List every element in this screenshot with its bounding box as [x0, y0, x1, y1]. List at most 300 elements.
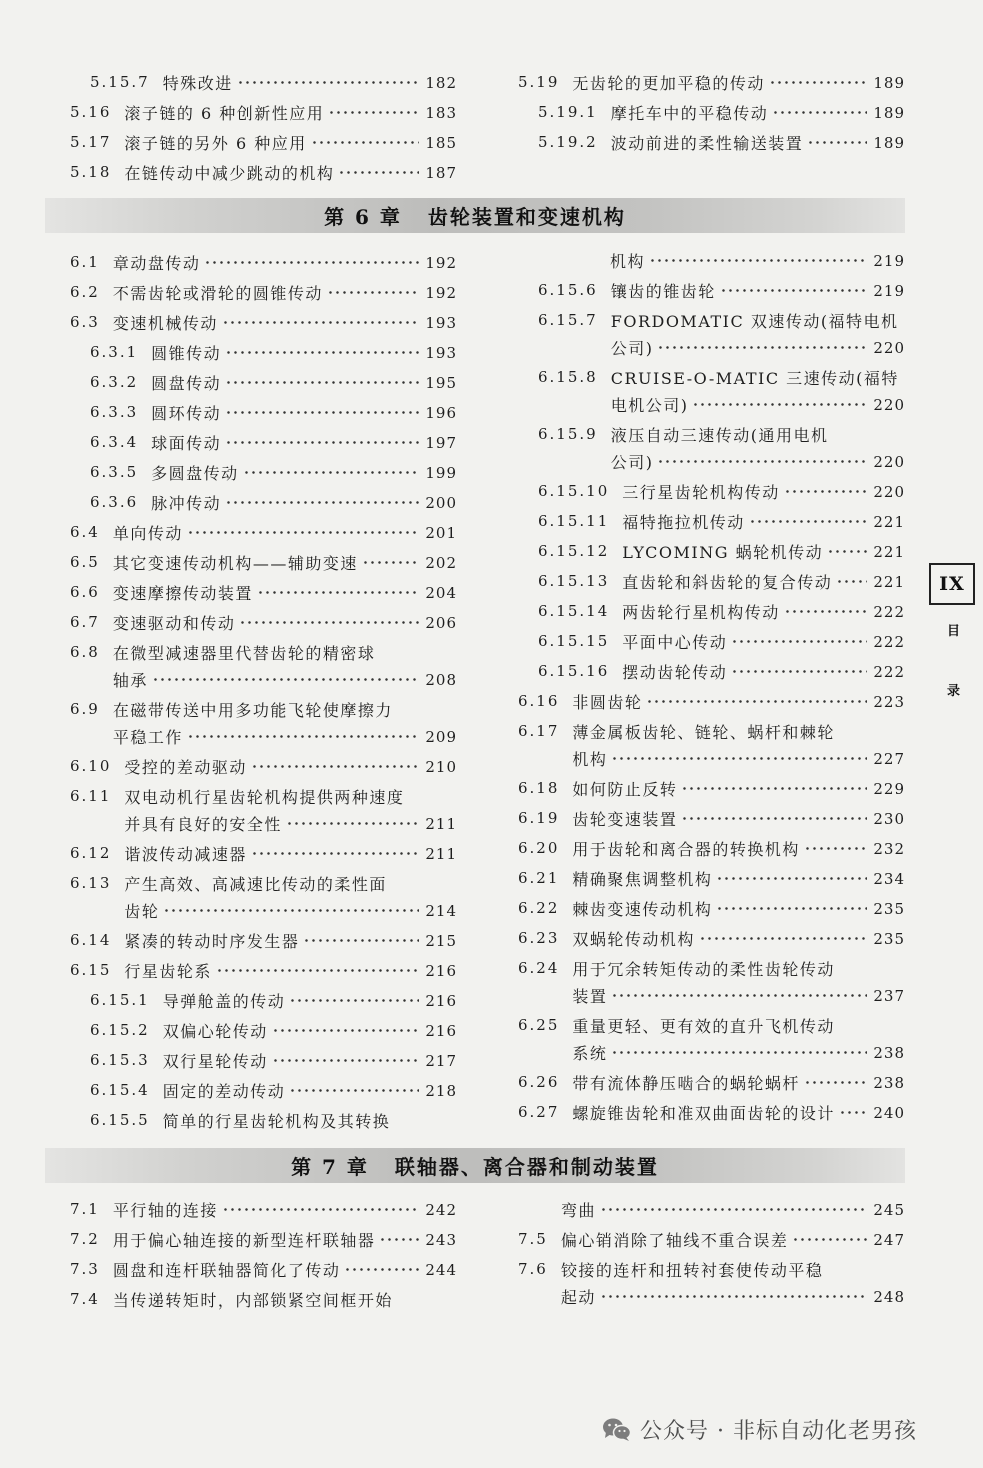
entry-number: 6.15.7	[538, 311, 598, 329]
page-number: 238	[873, 1043, 905, 1062]
entry-line	[622, 508, 905, 535]
entry-title: 单向传动	[112, 524, 183, 543]
entry-title: 两齿轮行星机构传动	[622, 603, 780, 622]
entry-line	[113, 279, 457, 306]
dot-leader	[225, 369, 419, 396]
toc-entry	[516, 568, 905, 598]
entry-line	[572, 835, 905, 862]
dot-leader	[251, 840, 419, 867]
entry-title: 公司)	[610, 453, 654, 472]
toc-entry	[68, 579, 457, 609]
entry-line	[622, 568, 905, 595]
entry-body	[124, 957, 457, 984]
page-number: 235	[873, 929, 905, 948]
entry-number: 6.2	[70, 283, 100, 301]
toc-entry	[516, 99, 905, 129]
entry-number: 6.10	[70, 757, 112, 775]
entry-body	[572, 835, 905, 862]
entry-body	[163, 987, 457, 1014]
entry-number: 6.15.3	[90, 1051, 150, 1069]
entry-number: 6.3.3	[90, 403, 139, 421]
entry-body	[113, 609, 457, 636]
entry-body	[113, 579, 457, 606]
entry-body	[113, 639, 457, 693]
entry-title: 产生高效、高减速比传动的柔性面	[124, 875, 387, 894]
entry-body	[124, 753, 457, 780]
entry-title: 双偏心轮传动	[162, 1022, 268, 1041]
entry-title: 镶齿的锥齿轮	[610, 282, 716, 301]
entry-number: 6.3.6	[90, 493, 139, 511]
entry-title: 在链传动中减少跳动的机构	[124, 164, 335, 183]
entry-body	[572, 718, 905, 772]
entry-body	[610, 247, 905, 274]
entry-line	[124, 897, 457, 924]
entry-number: 5.19.1	[538, 103, 598, 121]
entry-number: 6.15.5	[90, 1111, 150, 1129]
entry-title: 球面传动	[151, 434, 222, 453]
entry-title: 电机公司)	[610, 396, 689, 415]
entry-line	[572, 925, 905, 952]
entry-title: 并具有良好的安全性	[124, 815, 282, 834]
entry-title: 无齿轮的更加平稳的传动	[572, 74, 765, 93]
entry-title: 受控的差动驱动	[124, 758, 247, 777]
page-number: 244	[425, 1260, 457, 1279]
page-roman-numeral: IX	[929, 563, 975, 605]
dot-leader	[272, 1017, 420, 1044]
dot-leader	[239, 609, 419, 636]
entry-line	[151, 489, 457, 516]
entry-title: 齿轮变速装置	[572, 810, 678, 829]
dot-leader	[839, 1099, 867, 1126]
toc-entry	[516, 658, 905, 688]
entry-title: 用于偏心轴连接的新型连杆联轴器	[112, 1231, 376, 1250]
entry-title: 固定的差动传动	[162, 1082, 286, 1101]
dot-leader	[243, 459, 420, 486]
page-number: 204	[425, 583, 457, 602]
entry-body	[622, 508, 905, 535]
entry-body	[113, 309, 457, 336]
entry-title: 摆动齿轮传动	[622, 663, 728, 682]
page-number: 187	[425, 163, 457, 182]
entry-number: 6.12	[70, 844, 112, 862]
dot-leader	[338, 159, 419, 186]
entry-line	[113, 309, 457, 336]
toc-entry	[516, 1012, 905, 1069]
entry-title: 棘齿变速传动机构	[572, 900, 713, 919]
page-number: 210	[425, 757, 457, 776]
toc-entry	[68, 639, 457, 696]
entry-number: 6.26	[518, 1073, 560, 1091]
entry-number: 6.3.5	[90, 463, 139, 481]
entry-line	[113, 1196, 457, 1223]
entry-line	[151, 369, 457, 396]
entry-line	[163, 1017, 457, 1044]
entry-body	[151, 339, 457, 366]
toc-entry	[516, 688, 905, 718]
page-number: 193	[425, 313, 457, 332]
toc-entry	[516, 925, 905, 955]
page-number: 232	[873, 839, 905, 858]
entry-line	[151, 429, 457, 456]
entry-number: 6.1	[70, 253, 100, 271]
entry-number: 6.3.2	[90, 373, 139, 391]
page-number: 220	[873, 395, 905, 414]
toc-column-left	[68, 1196, 457, 1316]
entry-number: 6.8	[70, 643, 100, 661]
entry-title: 液压自动三速传动(通用电机	[610, 426, 829, 445]
page-number: 217	[425, 1051, 457, 1070]
toc-entry	[516, 955, 905, 1012]
entry-title: 紧凑的转动时序发生器	[124, 932, 300, 951]
toc-entry	[68, 549, 457, 579]
page-number: 206	[425, 613, 457, 632]
toc-entry	[516, 895, 905, 925]
toc-entry	[516, 364, 905, 421]
page-number: 235	[873, 899, 905, 918]
toc-column-left	[68, 69, 457, 189]
entry-number: 6.9	[70, 700, 100, 718]
entry-number: 6.21	[518, 869, 560, 887]
entry-body	[572, 1012, 905, 1066]
toc-entry	[68, 1286, 457, 1316]
toc-entry	[516, 718, 905, 775]
entry-number: 6.15	[70, 961, 112, 979]
toc-entry	[516, 628, 905, 658]
entry-title: 变速机械传动	[112, 314, 218, 333]
page-number: 200	[425, 493, 457, 512]
toc-entry	[516, 598, 905, 628]
entry-number: 6.23	[518, 929, 560, 947]
entry-number: 6.15.8	[538, 368, 598, 386]
page-number: 197	[425, 433, 457, 452]
entry-title: 公司)	[610, 339, 654, 358]
dot-leader	[731, 658, 867, 685]
toc-column-right	[516, 69, 905, 159]
entry-number: 6.15.12	[538, 542, 610, 560]
entry-number: 6.15.9	[538, 425, 598, 443]
page-number: 248	[873, 1287, 905, 1306]
dot-leader	[807, 129, 867, 156]
dot-leader	[646, 688, 867, 715]
toc-entry	[68, 69, 457, 99]
toc-entry	[516, 775, 905, 805]
entry-title: 谐波传动减速器	[124, 845, 247, 864]
entry-number: 6.17	[518, 722, 560, 740]
toc-entry	[516, 1226, 905, 1256]
entry-title: 起动	[560, 1288, 596, 1307]
entry-line	[124, 753, 457, 780]
dot-leader	[286, 810, 419, 837]
entry-number: 5.15.7	[90, 73, 150, 91]
toc-column-left	[68, 249, 457, 1137]
entry-line	[611, 129, 905, 156]
toc-entry	[68, 753, 457, 783]
entry-title: 滚子链的另外 6 种应用	[124, 134, 307, 153]
entry-body	[611, 99, 905, 126]
entry-title: 精确聚焦调整机构	[572, 870, 713, 889]
entry-body	[572, 775, 905, 802]
dot-leader	[681, 775, 867, 802]
entry-title: 带有流体静压啮合的蜗轮蜗杆	[572, 1074, 800, 1093]
page-number: 221	[873, 572, 905, 591]
entry-body	[113, 1256, 457, 1283]
entry-number: 6.13	[70, 874, 112, 892]
toc-entry	[68, 840, 457, 870]
entry-body	[572, 688, 905, 715]
toc-entry	[68, 399, 457, 429]
entry-line	[622, 628, 905, 655]
entry-title: 轴承	[112, 671, 148, 690]
entry-line	[163, 1107, 457, 1134]
entry-line	[124, 957, 457, 984]
page-number: 192	[425, 283, 457, 302]
dot-leader	[328, 99, 419, 126]
page-number: 221	[873, 542, 905, 561]
toc-entry	[516, 421, 905, 478]
entry-line	[113, 723, 457, 750]
entry-number: 7.3	[70, 1260, 100, 1278]
page-number: 211	[425, 814, 457, 833]
dot-leader	[225, 399, 419, 426]
toc-entry	[68, 987, 457, 1017]
entry-title: 三行星齿轮机构传动	[622, 483, 780, 502]
entry-line	[622, 658, 905, 685]
entry-line	[151, 459, 457, 486]
entry-title: 铰接的连杆和扭转衬套使传动平稳	[560, 1261, 824, 1280]
toc-entry	[516, 1256, 905, 1313]
dot-leader	[222, 1196, 419, 1223]
page-number: 221	[873, 512, 905, 531]
entry-body	[113, 1196, 457, 1223]
page-number: 219	[873, 251, 905, 270]
entry-body	[561, 1226, 905, 1253]
entry-body	[151, 369, 457, 396]
entry-number: 6.22	[518, 899, 560, 917]
entry-line	[611, 277, 905, 304]
dot-leader	[600, 1196, 867, 1223]
entry-body	[113, 519, 457, 546]
entry-body	[124, 927, 457, 954]
dot-leader	[804, 1069, 867, 1096]
page-number: 218	[425, 1081, 457, 1100]
toc-entry	[516, 835, 905, 865]
entry-line	[611, 364, 905, 391]
dot-leader	[699, 925, 867, 952]
entry-number: 7.1	[70, 1200, 100, 1218]
toc-entry	[68, 1107, 457, 1137]
entry-line	[124, 99, 457, 126]
entry-title: 在磁带传送中用多功能飞轮使摩擦力	[112, 701, 393, 720]
entry-line	[572, 718, 905, 745]
entry-title: 双行星轮传动	[162, 1052, 268, 1071]
entry-title: 当传递转矩时，内部锁紧空间框开始	[112, 1291, 393, 1310]
page-number: 240	[873, 1103, 905, 1122]
entry-title: 机构	[610, 252, 646, 271]
entry-body	[572, 955, 905, 1009]
entry-line	[572, 1099, 905, 1126]
entry-line	[561, 1256, 905, 1283]
entry-body	[611, 129, 905, 156]
entry-number: 6.3.1	[90, 343, 139, 361]
entry-number: 7.6	[518, 1260, 548, 1278]
dot-leader	[163, 897, 419, 924]
dot-leader	[152, 666, 419, 693]
entry-title: 平面中心传动	[622, 633, 728, 652]
entry-number: 6.16	[518, 692, 560, 710]
entry-line	[113, 1226, 457, 1253]
page-number: 227	[873, 749, 905, 768]
chapter-banner	[45, 1148, 905, 1183]
dot-leader	[611, 982, 867, 1009]
entry-body	[622, 628, 905, 655]
entry-number: 6.15.13	[538, 572, 610, 590]
entry-line	[572, 775, 905, 802]
dot-leader	[611, 1039, 867, 1066]
page-number: 208	[425, 670, 457, 689]
entry-title: 滚子链的 6 种创新性应用	[124, 104, 325, 123]
chapter-banner	[45, 198, 905, 233]
entry-body	[611, 421, 905, 475]
entry-line	[113, 579, 457, 606]
entry-title: 装置	[572, 987, 608, 1006]
dot-leader	[836, 568, 867, 595]
entry-body	[151, 459, 457, 486]
entry-line	[163, 1047, 457, 1074]
entry-title: 波动前进的柔性输送装置	[610, 134, 804, 153]
toc-entry	[516, 478, 905, 508]
entry-body	[611, 307, 905, 361]
entry-title: 其它变速传动机构——辅助变速	[112, 554, 358, 573]
entry-body	[113, 279, 457, 306]
page-number: 238	[873, 1073, 905, 1092]
entry-title: 简单的行星齿轮机构及其转换	[162, 1112, 391, 1131]
entry-number: 6.14	[70, 931, 112, 949]
entry-title: CRUISE-O-MATIC 三速传动(福特	[610, 369, 899, 388]
entry-number: 6.5	[70, 553, 100, 571]
entry-number: 6.18	[518, 779, 560, 797]
toc-entry	[68, 1047, 457, 1077]
toc-entry	[516, 69, 905, 99]
toc-entry	[68, 870, 457, 927]
page-number: 192	[425, 253, 457, 272]
entry-line	[113, 609, 457, 636]
toc-entry	[68, 927, 457, 957]
page-number: 234	[873, 869, 905, 888]
entry-title: LYCOMING 蜗轮机传动	[622, 543, 824, 562]
entry-body	[163, 1047, 457, 1074]
entry-number: 6.15.14	[538, 602, 610, 620]
entry-line	[622, 478, 905, 505]
entry-number: 6.15.1	[90, 991, 150, 1009]
entry-number: 6.24	[518, 959, 560, 977]
toc-entry	[68, 1077, 457, 1107]
page-number: 216	[425, 991, 457, 1010]
dot-leader	[222, 309, 419, 336]
entry-line	[572, 1069, 905, 1096]
entry-number: 6.7	[70, 613, 100, 631]
entry-body	[572, 865, 905, 892]
entry-line	[163, 1077, 457, 1104]
entry-line	[113, 639, 457, 666]
entry-body	[113, 696, 457, 750]
entry-number: 6.27	[518, 1103, 560, 1121]
page-number: 185	[425, 133, 457, 152]
dot-leader	[311, 129, 420, 156]
dot-leader	[720, 277, 868, 304]
entry-number: 5.18	[70, 163, 112, 181]
toc-entry	[68, 696, 457, 753]
toc-entry	[516, 307, 905, 364]
toc-entry	[68, 339, 457, 369]
dot-leader	[692, 391, 867, 418]
dot-leader	[681, 805, 867, 832]
entry-body	[622, 658, 905, 685]
entry-title: 脉冲传动	[151, 494, 222, 513]
dot-leader	[272, 1047, 420, 1074]
entry-line	[113, 666, 457, 693]
entry-body	[622, 598, 905, 625]
dot-leader	[257, 579, 419, 606]
entry-line	[622, 598, 905, 625]
entry-number: 6.15.2	[90, 1021, 150, 1039]
entry-title: 如何防止反转	[572, 780, 678, 799]
dot-leader	[772, 99, 867, 126]
dot-leader	[327, 279, 419, 306]
entry-title: 圆锥传动	[151, 344, 222, 363]
toc-entry	[68, 309, 457, 339]
entry-title: 非圆齿轮	[572, 693, 643, 712]
entry-line	[611, 421, 905, 448]
dot-leader	[769, 69, 867, 96]
entry-line	[572, 69, 905, 96]
entry-number: 7.4	[70, 1290, 100, 1308]
entry-body	[113, 1286, 457, 1313]
entry-line	[124, 783, 457, 810]
toc-entry	[68, 249, 457, 279]
entry-title: 用于齿轮和离合器的转换机构	[572, 840, 800, 859]
page-number: 237	[873, 986, 905, 1005]
page-number: 209	[425, 727, 457, 746]
dot-leader	[216, 957, 419, 984]
entry-title: 行星齿轮系	[124, 962, 212, 981]
toc-entry	[516, 508, 905, 538]
entry-line	[561, 1226, 905, 1253]
entry-title: 圆环传动	[151, 404, 222, 423]
entry-title: 平行轴的连接	[112, 1201, 218, 1220]
toc-entry	[68, 279, 457, 309]
entry-number: 6.15.4	[90, 1081, 150, 1099]
dot-leader	[289, 987, 419, 1014]
page-number: 216	[425, 1021, 457, 1040]
toc-entry	[516, 1099, 905, 1129]
page-number: 195	[425, 373, 457, 392]
entry-body	[163, 69, 457, 96]
entry-body	[611, 364, 905, 418]
entry-title: 机构	[572, 750, 608, 769]
toc-entry	[68, 99, 457, 129]
entry-body	[113, 249, 457, 276]
toc-entry	[68, 783, 457, 840]
dot-leader	[731, 628, 867, 655]
entry-number: 7.2	[70, 1230, 100, 1248]
entry-line	[124, 927, 457, 954]
page-number: 222	[873, 632, 905, 651]
dot-leader	[225, 429, 419, 456]
entry-body	[611, 277, 905, 304]
entry-line	[572, 745, 905, 772]
dot-leader	[204, 249, 419, 276]
entry-line	[572, 865, 905, 892]
